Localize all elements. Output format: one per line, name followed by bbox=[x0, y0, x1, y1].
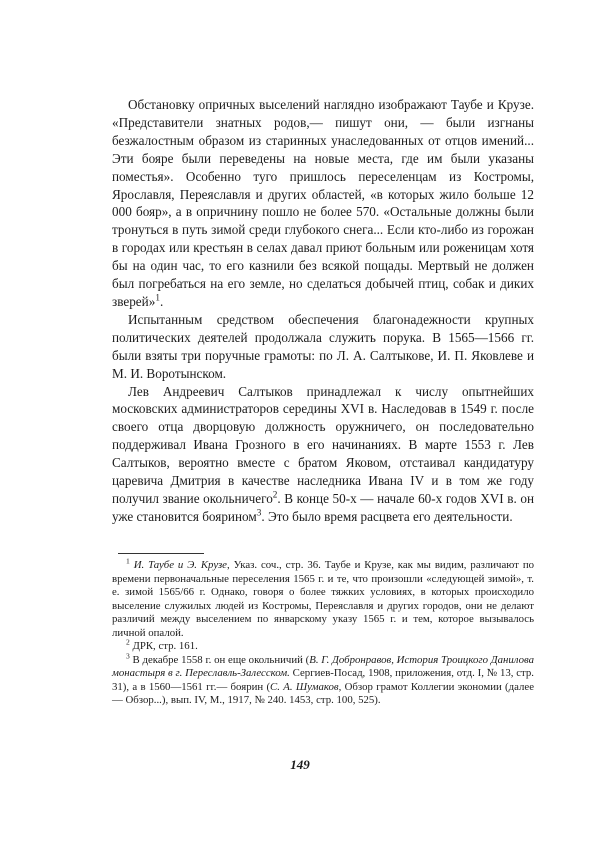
footnote-3: $^3$ В декабре 1558 г. он еще окольничий (В. Г. Добронравов, История Троицкого Данилова монастыря в г. Переславль-Залесском. Сергиев-Посад, 1908, приложения, отд. I, № 13, стр. 31), а в 1560—1561 гг.— боярин (С. А. Шумаков, Обзор грамот Коллегии экономии (далее — Обзор...), вып. IV, М., 1917, № 240. 1453, стр. 100, 525). bbox=[112, 650, 534, 706]
footnote-1: $^1$ И. Таубе и Э. Крузе, Указ. соч., стр. 36. Таубе и Крузе, как мы видим, различают по времени первоначальные переселения 1565 г. и те, что произошли «следующей зимой», т. е. зимой 1565/66 г. Однако, говоря о более тяжких условиях, в которых происходило выселение служилых людей из Костромы, Переяславля и других городов, они не делают различий между выселением по январскому указу 1565 г. и тем, которое вызывалось личной опалой. bbox=[112, 556, 534, 639]
page-number: 149 bbox=[290, 757, 310, 772]
footnotes bbox=[112, 556, 534, 708]
paragraph-3: Лев Андреевич Салтыков принадлежал к числу опытнейших московских администраторов середины XVI в. Наследовав в 1549 г. после своего отца дворцовую должность оружничего, он последовательно поддерживал Ивана Грозного в его начинаниях. В марте 1553 г. Лев Салтыков, вероятно вместе с братом Яковом, отстаивал кандидатуру царевича Дмитрия в качестве наследника Ивана IV и в том же году получил звание окольничего$^2$. В конце 50-х — начале 60-х годов XVI в. он уже становится боярином$^3$. Это было время расцвета его деятельности. bbox=[112, 383, 534, 524]
footnote-2: $^2$ ДРК, стр. 161. bbox=[126, 637, 198, 652]
footnote-ref-2: 2 bbox=[272, 489, 278, 500]
footnote-ref-3: 3 bbox=[256, 507, 262, 518]
footnote-ref-1: 1 bbox=[155, 292, 160, 303]
footnote-divider bbox=[118, 553, 204, 554]
paragraph-2: Испытанным средством обеспечения благонадежности крупных политических деятелей продолжала служить порука. В 1565—1566 гг. были взяты три поручные грамоты: по Л. А. Салтыкове, И. П. Яковлеве и М. И. Воротынском. bbox=[112, 311, 534, 381]
paragraph-1: Обстановку опричных выселений наглядно изображают Таубе и Крузе. «Представители знатных родов,— пишут они, — были изгнаны безжалостным образом из старинных унаследованных от отцов имений... Эти бояре были переведены на новые места, где им были указаны поместья». Особенно туго пришлось переселенцам из Костромы, Ярославля, Переяславля и других областей, «в которых жило больше 12 000 бояр», а в опричнину пошло не более 570. «Остальные должны были тронуться в путь зимой среди глубокого снега... Если кто-либо из горожан в городах или крестьян в селах давал приют больным или роженицам хотя бы на один час, то его казнили без всякой пощады. Мертвый не должен был погребаться на его земле, но сделаться добычей птиц, собак и диких зверей»$^1$. bbox=[112, 97, 534, 309]
main-text bbox=[112, 96, 534, 526]
